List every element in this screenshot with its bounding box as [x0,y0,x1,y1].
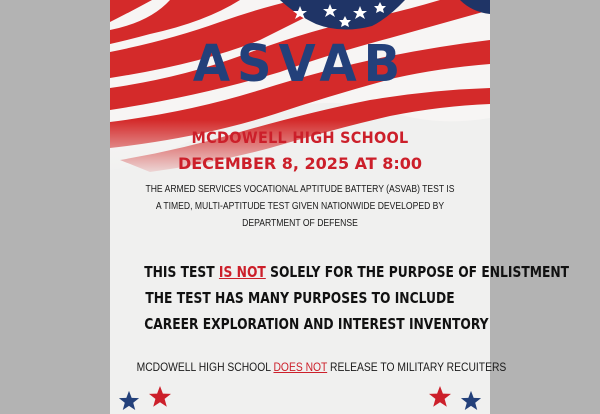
claim-text-end: SOLELY FOR THE PURPOSE OF ENLISTMENT [265,263,570,281]
release-notice [136,360,507,374]
flyer [110,0,570,414]
navy-star-icon [118,390,140,412]
red-star-icon [148,385,172,409]
claim-emphasis-is-not: IS NOT [218,263,266,281]
headline-title: ASVAB [192,34,408,94]
claim-text-start: THIS TEST [144,263,219,281]
claim-line-career: CAREER EXPLORATION AND INTEREST INVENTORY [144,315,489,333]
test-date-time: DECEMBER 8, 2025 AT 8:00 [177,154,423,173]
school-name: MCDOWELL HIGH SCHOOL [191,128,409,147]
red-star-icon [428,385,452,409]
test-description: THE ARMED SERVICES VOCATIONAL APTITUDE BATTERY (ASVAB) TEST IS A TIMED, MULTI-APTITUDE TEST GIVEN NATIONWIDE DEVELOPED BY DEPARTMENT OF DEFENSE [145,184,455,229]
notice-text-start: MCDOWELL HIGH SCHOOL [136,360,274,374]
claim-line-purposes: THE TEST HAS MANY PURPOSES TO INCLUDE [145,289,455,307]
notice-text-end: RELEASE TO MILITARY RECUITERS [327,360,507,374]
navy-star-icon [460,390,482,412]
notice-emphasis-does-not: DOES NOT [273,360,328,374]
claim-line-enlistment [144,263,570,281]
